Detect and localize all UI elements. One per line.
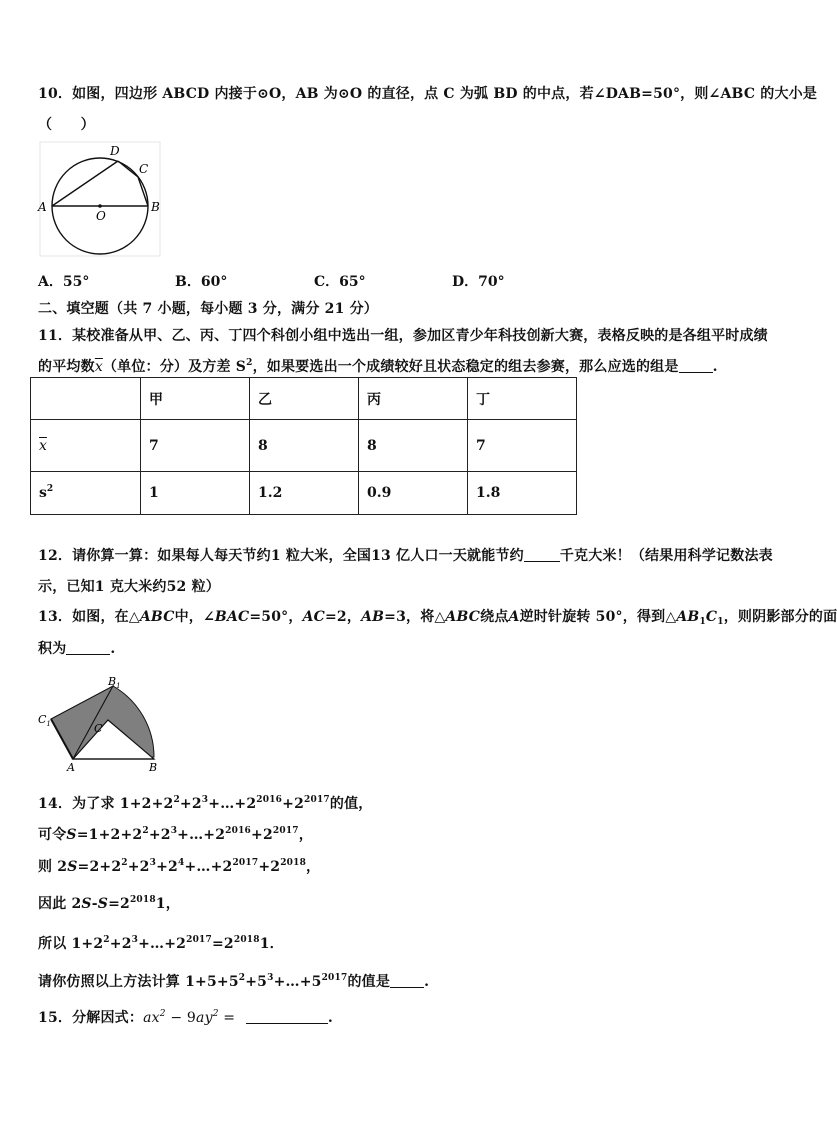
q14-line1: 14．为了求 $1+2+2^2+2^3+\dots+2^{2016}+2^{2017}$的值， — [38, 795, 373, 812]
table-cell: 7 — [468, 420, 577, 472]
q12-stem-line1: 12．请你算一算：如果每人每天节约1 粒大米，全国13 亿人口一天就能节约 千克大米！（结果用科学记数法表 — [38, 548, 773, 564]
q13-rotation-figure — [36, 674, 166, 774]
table-cell: 丙 — [359, 378, 468, 420]
q12-answer-blank — [524, 549, 560, 562]
q10-chord-ad — [52, 161, 118, 206]
q13-label-c: C — [94, 722, 103, 735]
q10-label-a: A — [38, 200, 47, 214]
q10-circle-figure — [38, 140, 162, 258]
q13-stem-line2: 积为 . — [38, 641, 116, 657]
table-cell: 甲 — [141, 378, 250, 420]
q13-answer-blank — [66, 642, 110, 655]
q10-answer-paren: （ ） — [38, 117, 95, 133]
q14-line3: 则 $2S=2+2^2+2^3+2^4+\dots+2^{2017}+2^{2018}$， — [38, 858, 321, 875]
q14-line5: 所以 $1+2^2+2^3+\dots+2^{2017}=2^{2018}1$． — [38, 935, 284, 952]
q10-label-b: B — [151, 200, 160, 214]
q10-chord-dc — [118, 161, 138, 177]
q13-stem-line1: 13．如图，在△ABC中，∠BAC=50°，AC=2，AB=3，将△ABC绕点A逆时针旋转 50°，得到$\triangle AB_1C_1$，则阴影部分的面 — [38, 609, 837, 627]
table-header-row — [31, 378, 577, 420]
q11-stem-line1: 11．某校准备从甲、乙、丙、丁四个科创小组中选出一组，参加区青少年科技创新大赛，表格反映的是各组平时成绩 — [38, 328, 768, 344]
q13-label-b1: $B_1$ — [108, 675, 121, 690]
table-cell — [31, 378, 141, 420]
q15-expression: $ax^2 - 9ay^2$ = — [143, 1009, 240, 1026]
q14-line6: 请你仿照以上方法计算 $1+5+5^2+5^3+\dots+5^{2017}$的值是 . — [38, 973, 430, 990]
table-cell: 8 — [359, 420, 468, 472]
x-bar-symbol: $\overline{x}$ — [94, 359, 103, 375]
table-cell-label: $s^2$ — [31, 472, 141, 515]
q11-answer-blank — [679, 360, 713, 373]
table-cell: 0.9 — [359, 472, 468, 515]
q14-line4: 因此 $2S-S=2^{2018}1$， — [38, 895, 180, 912]
q15-line: 15．分解因式：$ax^2 - 9ay^2$ = . — [38, 1009, 333, 1026]
table-row-variance — [31, 472, 577, 515]
q14-line2: 可令$S=1+2+2^2+2^3+\dots+2^{2016}+2^{2017}$， — [38, 826, 313, 843]
table-cell: 7 — [141, 420, 250, 472]
table-cell: 丁 — [468, 378, 577, 420]
q10-chord-cb — [138, 177, 148, 206]
q14-answer-blank — [390, 975, 424, 988]
q11-stem-line2: 的平均数$\overline{x}$（单位：分）及方差 $S^2$，如果要选出一个成绩较好且状态稳定的组去参赛，那么应选的组是 . — [38, 358, 718, 375]
table-cell: 1.2 — [250, 472, 359, 515]
q11-score-table — [30, 377, 577, 515]
q10-option-c: C．65° — [314, 274, 366, 290]
q13-label-c1: $C_1$ — [38, 713, 51, 728]
table-cell: 乙 — [250, 378, 359, 420]
table-row-mean — [31, 420, 577, 472]
q10-option-b: B．60° — [175, 274, 228, 290]
q10-stem-line1: 10．如图，四边形 ABCD 内接于⊙O，AB 为⊙O 的直径，点 C 为弧 BD 的中点，若∠DAB=50°，则∠ABC 的大小是 — [38, 86, 818, 102]
q10-label-o: O — [96, 209, 106, 223]
q10-option-d: D．70° — [452, 274, 505, 290]
q10-option-a: A．55° — [38, 274, 90, 290]
q12-stem-line2: 示，已知1 克大米约52 粒） — [38, 579, 220, 595]
section-title: 二、填空题（共 7 小题，每小题 3 分，满分 21 分） — [38, 301, 379, 317]
q13-label-a: A — [67, 761, 75, 774]
table-cell: 1 — [141, 472, 250, 515]
table-cell: 8 — [250, 420, 359, 472]
q15-answer-blank — [246, 1011, 328, 1024]
table-cell: 1.8 — [468, 472, 577, 515]
q10-label-d: D — [110, 144, 120, 158]
table-cell-label: $\overline{x}$ — [31, 420, 141, 472]
q10-label-c: C — [139, 162, 149, 176]
q10-center-dot — [98, 204, 102, 208]
q13-label-b: B — [149, 761, 158, 774]
